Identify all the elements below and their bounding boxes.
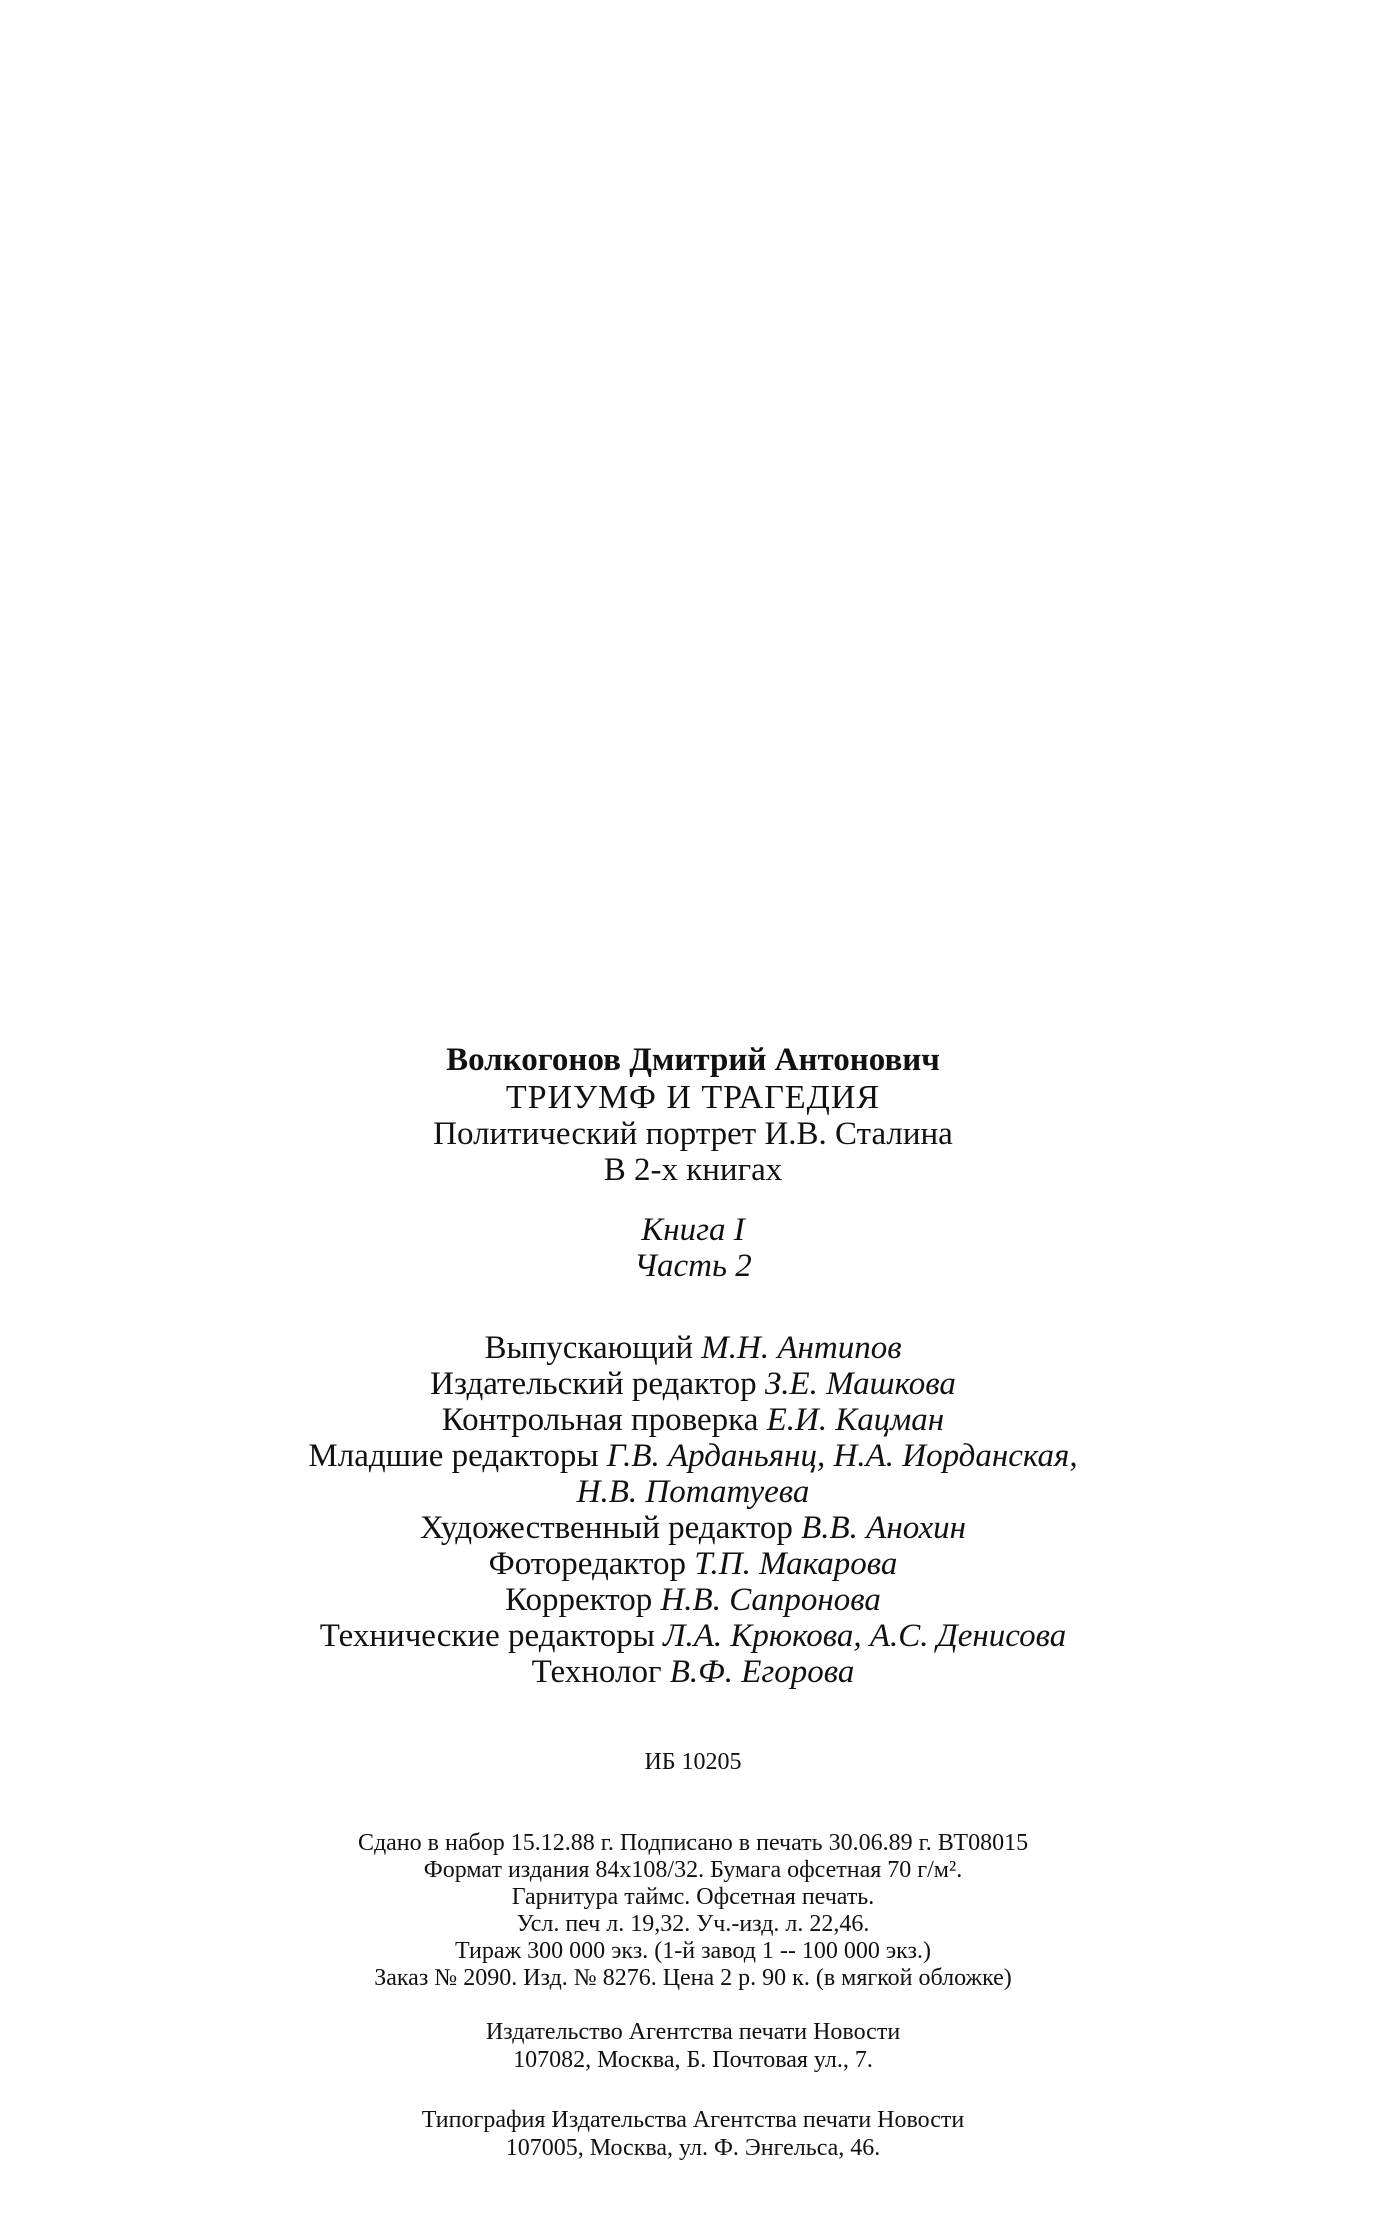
credit-role: Издательский редактор: [430, 1366, 757, 1402]
credit-role: Корректор: [505, 1582, 653, 1618]
part-number: Часть 2: [634, 1248, 752, 1284]
credit-role: Контрольная проверка: [441, 1402, 759, 1438]
credit-role: Художественный редактор: [419, 1510, 793, 1546]
credit-names: М.Н. Антипов: [701, 1330, 902, 1366]
book-subtitle: Политический портрет И.В. Сталина: [433, 1116, 953, 1152]
credit-role: Выпускающий: [484, 1330, 694, 1366]
credit-names: Н.В. Потатуева: [576, 1474, 810, 1510]
print-detail-line: Тираж 300 000 экз. (1-й завод 1 -- 100 000 экз.): [454, 1938, 931, 1964]
print-details-block: [0, 1830, 1386, 1992]
book-part-block: [0, 1212, 1386, 1284]
credits-block: [0, 1330, 1386, 1690]
typography-line: Типография Издательства Агентства печати Новости: [421, 2107, 965, 2133]
credit-role: Технические редакторы: [319, 1618, 655, 1654]
print-detail-line: Гарнитура таймс. Офсетная печать.: [511, 1884, 875, 1910]
author-name: Волкогонов Дмитрий Антонович: [446, 1042, 940, 1078]
credit-line: [0, 1510, 1386, 1546]
title-block: [0, 1042, 1386, 1188]
print-detail-line: Сдано в набор 15.12.88 г. Подписано в печать 30.06.89 г. ВТ08015: [357, 1830, 1029, 1856]
credit-names: В.В. Анохин: [801, 1510, 967, 1546]
typography-block: [0, 2106, 1386, 2162]
publisher-line: Издательство Агентства печати Новости: [485, 2019, 901, 2045]
credit-line: [0, 1654, 1386, 1690]
ib-block: [0, 1748, 1386, 1776]
ib-number: ИБ 10205: [644, 1749, 742, 1775]
credit-names: Л.А. Крюкова, А.С. Денисова: [663, 1618, 1067, 1654]
publisher-line: 107082, Москва, Б. Почтовая ул., 7.: [513, 2047, 873, 2073]
print-detail-line: Формат издания 84x108/32. Бумага офсетная 70 г/м².: [423, 1857, 963, 1883]
book-title: ТРИУМФ И ТРАГЕДИЯ: [505, 1079, 881, 1116]
credit-role: Фоторедактор: [488, 1546, 686, 1582]
credit-line: [0, 1330, 1386, 1366]
credit-line: [0, 1582, 1386, 1618]
credit-line: [0, 1438, 1386, 1474]
publisher-block: [0, 2018, 1386, 2074]
credit-line: [0, 1402, 1386, 1438]
credit-line: [0, 1546, 1386, 1582]
credit-role: Младшие редакторы: [308, 1438, 599, 1474]
credit-names: З.Е. Машкова: [764, 1366, 956, 1402]
credit-names: В.Ф. Егорова: [669, 1654, 855, 1690]
print-detail-line: Усл. печ л. 19,32. Уч.-изд. л. 22,46.: [516, 1911, 870, 1937]
credit-line: [0, 1618, 1386, 1654]
credit-names: Е.И. Кацман: [766, 1402, 945, 1438]
credit-names: Н.В. Сапронова: [660, 1582, 881, 1618]
print-detail-line: Заказ № 2090. Изд. № 8276. Цена 2 р. 90 к. (в мягкой обложке): [374, 1965, 1012, 1991]
typography-line: 107005, Москва, ул. Ф. Энгельса, 46.: [505, 2135, 881, 2161]
credit-names: Г.В. Арданьянц, Н.А. Иорданская,: [606, 1438, 1078, 1474]
credit-role: Технолог: [531, 1654, 662, 1690]
credit-names: Т.П. Макарова: [694, 1546, 898, 1582]
credit-line: [0, 1366, 1386, 1402]
book-number: Книга I: [641, 1212, 745, 1248]
volumes-note: В 2-х книгах: [603, 1152, 783, 1188]
credit-line: [0, 1474, 1386, 1510]
